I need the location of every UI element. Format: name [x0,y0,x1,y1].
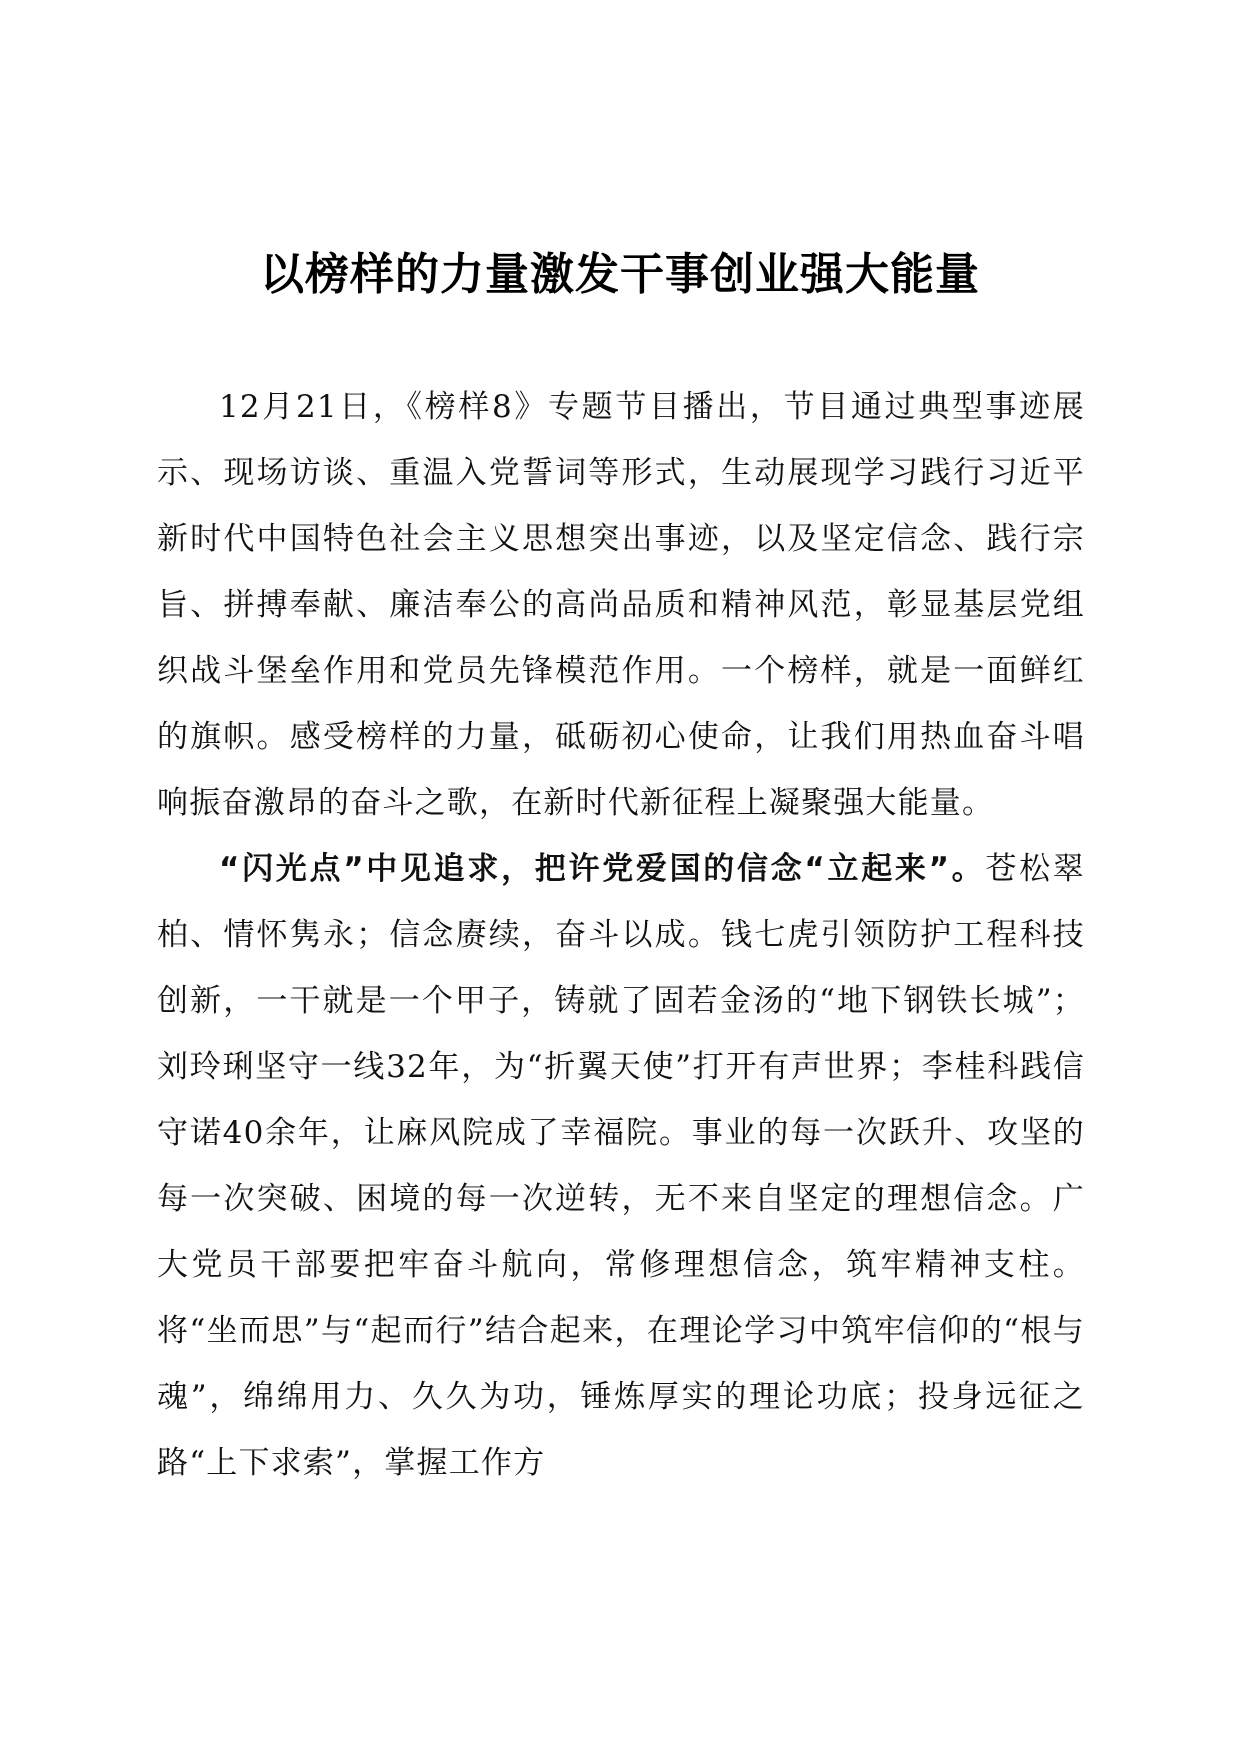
section-body: 苍松翠柏、情怀隽永；信念赓续，奋斗以成。钱七虎引领防护工程科技创新，一干就是一个甲子，铸就了固若金汤的“地下钢铁长城”；刘玲琍坚守一线32年，为“折翼天使”打开有声世界；李桂科践信守诺40余年，让麻风院成了幸福院。事业的每一次跃升、攻坚的每一次突破、困境的每一次逆转，无不来自坚定的理想信念。广大党员干部要把牢奋斗航向，常修理想信念，筑牢精神支柱。将“坐而思”与“起而行”结合起来，在理论学习中筑牢信仰的“根与魂”，绵绵用力、久久为功，锤炼厚实的理论功底；投身远征之路“上下求索”，掌握工作方 [157,851,1085,1481]
paragraph-section-1 [157,836,1085,1496]
document-title: 以榜样的力量激发干事创业强大能量 [260,249,980,300]
section-heading: “闪光点”中见追求，把许党爱国的信念“立起来”。 [219,851,986,887]
paragraph-intro: 12月21日，《榜样8》专题节目播出，节目通过典型事迹展示、现场访谈、重温入党誓词等形式，生动展现学习践行习近平新时代中国特色社会主义思想突出事迹，以及坚定信念、践行宗旨、拼搏奉献、廉洁奉公的高尚品质和精神风范，彰显基层党组织战斗堡垒作用和党员先锋模范作用。一个榜样，就是一面鲜红的旗帜。感受榜样的力量，砥砺初心使命，让我们用热血奋斗唱响振奋激昂的奋斗之歌，在新时代新征程上凝聚强大能量。 [157,389,1085,821]
document-body [157,374,1085,1496]
